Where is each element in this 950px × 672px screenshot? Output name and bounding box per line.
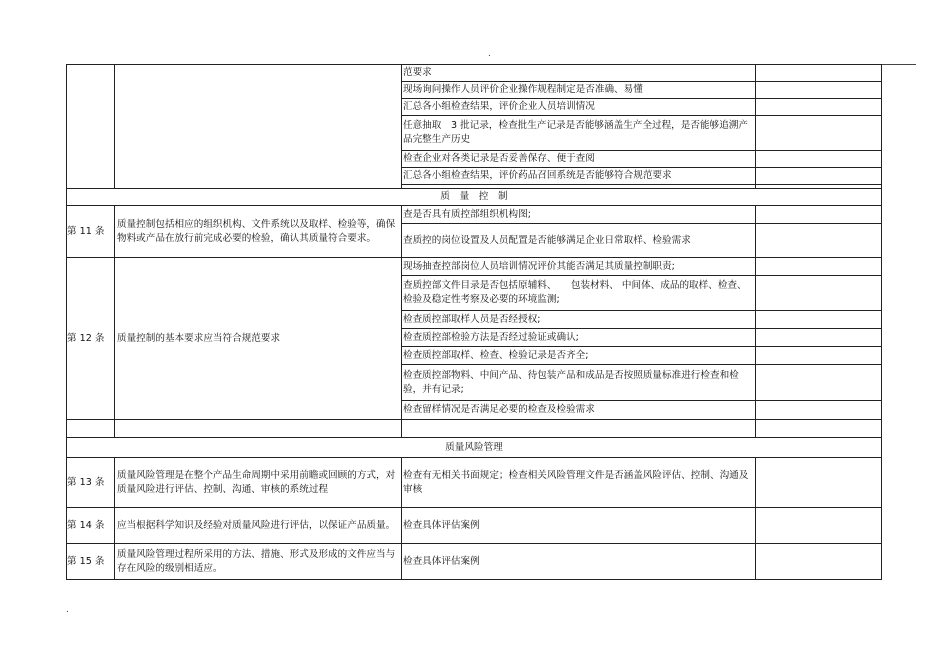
method-cell: 检查质控部取样、检查、检验记录是否齐全;: [402, 347, 756, 365]
result-cell: [756, 276, 882, 311]
method-cell: 查质控部文件目录是否包括原辅料、 包装材料、 中间体、成品的取样、检查、检验及稳定性考察及必要的环境监测;: [402, 276, 756, 311]
method-cell: 汇总各小组检查结果，评价药品召回系统是否能够符合规范要求: [402, 168, 756, 185]
method-cell: 检查质控部物料、中间产品、待包装产品和成品是否按照质量标准进行检查和检验，并有记录;: [402, 365, 756, 401]
requirement-text: 应当根据科学知识及经验对质量风险进行评估，以保证产品质量。: [115, 508, 402, 544]
article-number: 第 12 条: [67, 258, 115, 420]
result-cell: [756, 151, 882, 168]
article-number: 第 13 条: [67, 458, 115, 508]
article-number: 第 11 条: [67, 206, 115, 258]
result-cell: [756, 401, 882, 420]
requirement-text: 质量控制包括相应的组织机构、文件系统以及取样、检验等，确保物料或产品在放行前完成必要的检验，确认其质量符合要求。: [115, 206, 402, 258]
article-number: 第 14 条: [67, 508, 115, 544]
result-cell: [756, 206, 882, 224]
method-cell: 检查留样情况是否满足必要的检查及检验需求: [402, 401, 756, 420]
method-cell: 现场询问操作人员评价企业操作规程制定是否准确、易懂: [402, 82, 756, 99]
section-header-quality-risk-management: 质量风险管理: [67, 438, 882, 458]
method-cell: 现场抽查控部岗位人员培训情况评价其能否满足其质量控制职责;: [402, 258, 756, 276]
result-cell: [756, 329, 882, 347]
result-cell: [756, 544, 882, 580]
result-cell: [756, 508, 882, 544]
article-cell-continued: [67, 65, 115, 189]
result-cell: [756, 65, 882, 82]
section-header-quality-control: 质 量 控 制: [67, 189, 882, 206]
method-cell: 检查企业对各类记录是否妥善保存、便于查阅: [402, 151, 756, 168]
inspection-table: [66, 64, 882, 580]
requirement-cell-continued: [115, 65, 402, 189]
result-cell: [756, 99, 882, 116]
result-cell: [756, 116, 882, 151]
requirement-text: 质量风险管理是在整个产品生命周期中采用前瞻或回顾的方式，对质量风险进行评估、控制、沟通、审核的系统过程: [115, 458, 402, 508]
empty-cell: [67, 420, 115, 438]
result-cell: [756, 224, 882, 258]
method-cell: 检查具体评估案例: [402, 508, 756, 544]
result-cell: [756, 82, 882, 99]
requirement-text: 质量风险管理过程所采用的方法、措施、形式及形成的文件应当与存在风险的级别相适应。: [115, 544, 402, 580]
article-number: 第 15 条: [67, 544, 115, 580]
method-cell: 查是否具有质控部组织机构图;: [402, 206, 756, 224]
empty-cell: [115, 420, 402, 438]
empty-cell: [756, 420, 882, 438]
requirement-text: 质量控制的基本要求应当符合规范要求: [115, 258, 402, 420]
method-cell: 检查有无相关书面规定；检查相关风险管理文件是否涵盖风险评估、控制、沟通及审核: [402, 458, 756, 508]
result-cell: [756, 258, 882, 276]
method-cell: 范要求: [402, 65, 756, 82]
empty-cell: [402, 420, 756, 438]
method-cell: 汇总各小组检查结果，评价企业人员培训情况: [402, 99, 756, 116]
method-cell: 任意抽取 3 批记录，检查批生产记录是否能够涵盖生产全过程，是否能够追溯产品完整生产历史: [402, 116, 756, 151]
bottom-dot-mark: .: [66, 605, 69, 615]
result-cell: [756, 365, 882, 401]
method-cell: 检查具体评估案例: [402, 544, 756, 580]
result-cell: [756, 347, 882, 365]
top-dot-mark: .: [488, 49, 491, 59]
result-cell: [756, 458, 882, 508]
method-cell: 查质控的岗位设置及人员配置是否能够满足企业日常取样、检验需求: [402, 224, 756, 258]
result-cell: [756, 168, 882, 185]
result-cell: [756, 311, 882, 329]
method-cell: 检查质控部检验方法是否经过验证或确认;: [402, 329, 756, 347]
method-cell: 检查质控部取样人员是否经授权;: [402, 311, 756, 329]
